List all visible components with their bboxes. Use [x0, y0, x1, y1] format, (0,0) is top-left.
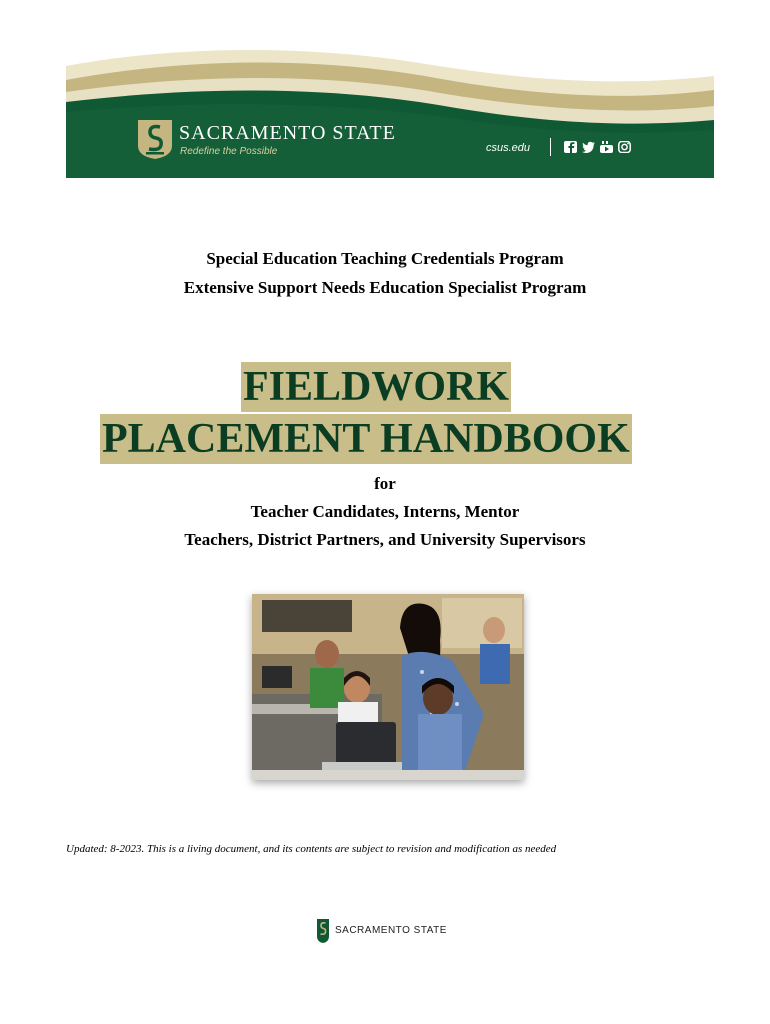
audience-line-2: Teachers, District Partners, and University Supervisors: [184, 530, 586, 549]
instagram-icon[interactable]: [618, 141, 631, 153]
audience-line-1: Teacher Candidates, Interns, Mentor: [250, 502, 520, 521]
sac-state-logo-icon: [136, 118, 174, 160]
header-banner: [66, 42, 714, 178]
facebook-icon[interactable]: [564, 141, 577, 153]
site-url-link[interactable]: csus.edu: [486, 142, 531, 154]
banner-divider: [550, 138, 551, 156]
twitter-icon[interactable]: [582, 141, 595, 153]
classroom-photo: [252, 594, 524, 780]
for-line: for: [374, 474, 396, 493]
institution-name: SACRAMENTO STATE: [179, 122, 396, 144]
footer-logo-icon: [316, 918, 330, 944]
updated-note: Updated: 8-2023. This is a living document, and its contents are subject to revision and modification as needed: [66, 843, 557, 855]
institution-tagline: Redefine the Possible: [180, 146, 278, 157]
title-line-fieldwork: FIELDWORK: [243, 364, 510, 410]
program-line-1: Special Education Teaching Credentials Program: [206, 249, 564, 268]
title-line-placement-handbook: PLACEMENT HANDBOOK: [102, 416, 630, 462]
youtube-icon[interactable]: [600, 141, 613, 153]
program-line-2: Extensive Support Needs Education Specialist Program: [183, 278, 587, 297]
footer-institution-name: SACRAMENTO STATE: [335, 925, 447, 936]
